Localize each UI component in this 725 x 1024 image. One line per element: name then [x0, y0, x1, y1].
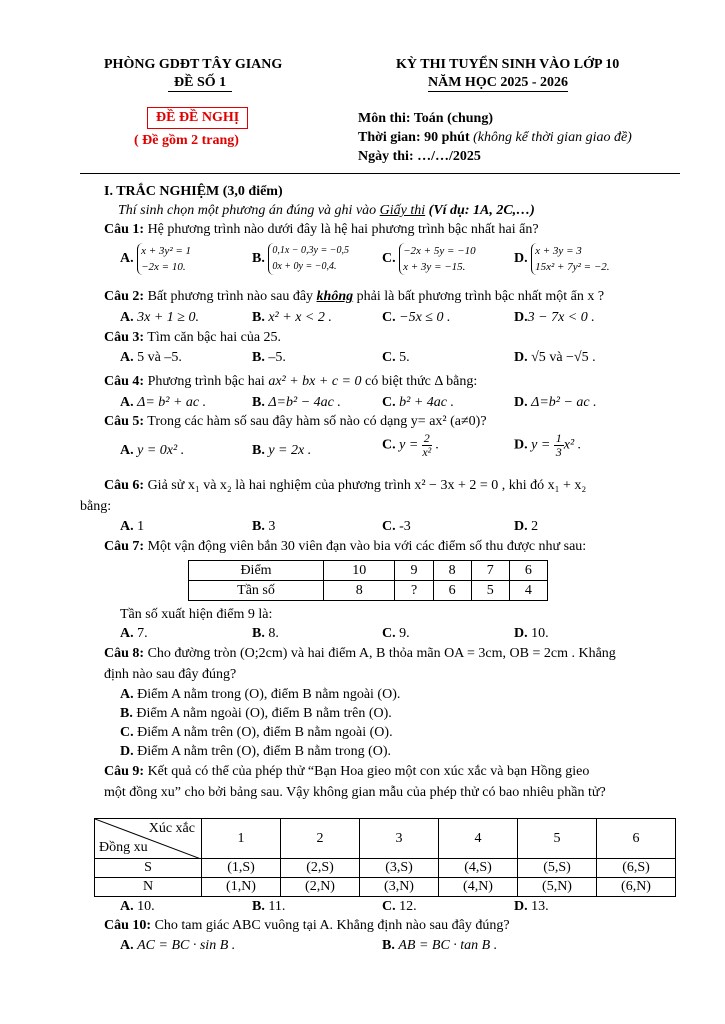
- q5-d-numerator: 1: [555, 431, 562, 445]
- option-letter: C.: [382, 519, 396, 534]
- q1-c-eq1: −2x + 5y = −10: [403, 245, 476, 257]
- table-cell: (6,S): [597, 859, 676, 878]
- table-cell: S: [95, 859, 202, 878]
- q1-d-eq2: 15x² + 7y² = −2.: [535, 261, 610, 273]
- q1-option-a[interactable]: [120, 243, 191, 275]
- q2-option-d[interactable]: [514, 310, 595, 326]
- q4-b-text: Δ=b² − 4ac .: [268, 395, 341, 410]
- q4-option-b[interactable]: [252, 395, 341, 411]
- q6-tail: bằng:: [80, 499, 112, 514]
- corner-bottom-label: Đồng xu: [99, 840, 148, 855]
- table-row: [95, 859, 676, 878]
- q1-a-system: [137, 243, 191, 275]
- table-cell: 4: [509, 581, 547, 601]
- q5-d-pre: y =: [531, 437, 554, 453]
- option-letter: D.: [120, 744, 134, 759]
- q1-c-system: [399, 243, 475, 275]
- q6-option-d[interactable]: [514, 519, 538, 535]
- q1-b-system: [268, 243, 349, 275]
- q7-text: Một vận động viên bắn 30 viên đạn vào bia với các điểm số thu được như sau:: [144, 539, 587, 554]
- option-letter: D.: [514, 899, 528, 914]
- option-letter: B.: [252, 350, 265, 365]
- subject-line: [358, 111, 493, 127]
- q1-text: Hệ phương trình nào dưới đây là hệ hai phương trình bậc nhất hai ẩn?: [144, 222, 539, 237]
- q7-option-b[interactable]: [252, 626, 279, 642]
- option-letter: C.: [382, 626, 396, 641]
- q5-c-fraction: [422, 432, 432, 459]
- option-letter: A.: [120, 687, 134, 702]
- q8-stem-continued: định nào sau đây đúng?: [104, 667, 237, 682]
- q1-a-eq2: −2x = 10.: [141, 261, 186, 273]
- option-letter: D.: [514, 395, 528, 410]
- q1-stem: [104, 222, 539, 238]
- time-note: (không kể thời gian giao đề): [473, 130, 632, 145]
- q6-d-text: 2: [531, 519, 539, 534]
- table-cell: (3,N): [360, 878, 439, 897]
- table-cell: 6: [509, 561, 547, 581]
- q10-option-b[interactable]: [382, 938, 497, 954]
- q1-c-eq2: x + 3y = −15.: [403, 261, 466, 273]
- option-letter: D.: [514, 251, 528, 267]
- table-header-cell: 5: [518, 819, 597, 859]
- q2-option-b[interactable]: [252, 310, 332, 326]
- table-cell: 10: [324, 561, 395, 581]
- option-letter: A.: [120, 938, 134, 953]
- table-header-cell: 3: [360, 819, 439, 859]
- q2-negation: không: [316, 289, 354, 304]
- q4-option-a[interactable]: [120, 395, 206, 411]
- q8-label: Câu 8:: [104, 646, 145, 661]
- option-letter: D.: [514, 310, 528, 325]
- q8-option-b[interactable]: [120, 706, 392, 722]
- subject-value: Toán (chung): [413, 111, 493, 126]
- q1-label: Câu 1:: [104, 222, 145, 237]
- q6-option-a[interactable]: [120, 519, 144, 535]
- instruction-answer-sheet: Giấy thi: [379, 203, 426, 218]
- corner-top-label: Xúc xắc: [148, 821, 195, 836]
- option-letter: A.: [120, 626, 134, 641]
- table-cell: (4,N): [439, 878, 518, 897]
- q9-label: Câu 9:: [104, 764, 145, 779]
- q8-stem: [104, 646, 616, 662]
- date-line: Ngày thi: …/…/2025: [358, 149, 481, 164]
- q2-label: Câu 2:: [104, 289, 145, 304]
- q9-option-a[interactable]: [120, 899, 155, 915]
- q5-option-b[interactable]: [252, 443, 311, 459]
- option-letter: B.: [382, 938, 395, 953]
- q3-option-c[interactable]: [382, 350, 410, 366]
- q5-option-a[interactable]: [120, 443, 184, 459]
- table-header-cell: 6: [597, 819, 676, 859]
- q5-c-numerator: 2: [423, 431, 430, 445]
- q7-question: Tần số xuất hiện điểm 9 là:: [120, 607, 273, 622]
- q2-a-text: 3x + 1 ≥ 0.: [137, 310, 199, 325]
- option-letter: A.: [120, 395, 134, 410]
- option-letter: A.: [120, 251, 134, 267]
- q5-label: Câu 5:: [104, 414, 145, 429]
- q7-option-d[interactable]: [514, 626, 549, 642]
- q3-b-text: –5.: [268, 350, 286, 365]
- q4-stem: [104, 374, 477, 390]
- q10-label: Câu 10:: [104, 918, 152, 933]
- table-cell: (3,S): [360, 859, 439, 878]
- table-row: [189, 561, 548, 581]
- table-cell: 5: [471, 581, 509, 601]
- q7-c-text: 9.: [399, 626, 410, 641]
- q1-option-d[interactable]: [514, 243, 610, 275]
- q10-b-text: AB = BC · tan B .: [398, 938, 498, 953]
- q9-option-c[interactable]: [382, 899, 417, 915]
- option-letter: C.: [382, 350, 396, 365]
- q5-b-text: y = 2x .: [268, 443, 312, 458]
- q4-text-b: có biệt thức Δ bằng:: [361, 374, 478, 389]
- option-letter: A.: [120, 899, 134, 914]
- q3-a-text: 5 và –5.: [137, 350, 182, 365]
- pages-note: ( Đề gồm 2 trang): [134, 133, 239, 148]
- q4-option-d[interactable]: [514, 395, 597, 411]
- q9-text-a: Kết quả có thể của phép thử “Bạn Hoa gieo một con xúc xắc và bạn Hồng gieo: [144, 764, 590, 779]
- q1-option-b[interactable]: [252, 243, 349, 275]
- option-letter: D.: [514, 519, 528, 534]
- q5-text: Trong các hàm số sau đây hàm số nào có dạng y= ax² (a≠0)?: [144, 414, 487, 429]
- q10-option-a[interactable]: [120, 938, 235, 954]
- q5-d-post: x² .: [563, 437, 582, 453]
- q9-d-text: 13.: [531, 899, 549, 914]
- instruction-example: (Ví dụ: 1A, 2C,…): [425, 203, 535, 218]
- option-letter: B.: [252, 443, 265, 458]
- q5-option-c[interactable]: C. y = $\frac{2}{\text{x²}}$ .: [382, 431, 439, 459]
- q1-a-eq1: x + 3y² = 1: [141, 245, 192, 257]
- option-letter: B.: [252, 395, 265, 410]
- exam-title: KỲ THI TUYỂN SINH VÀO LỚP 10: [396, 57, 620, 72]
- q4-text-a: Phương trình bậc hai: [144, 374, 269, 389]
- time-label: Thời gian: 90 phút: [358, 130, 474, 145]
- q10-text: Cho tam giác ABC vuông tại A. Khẳng định nào sau đây đúng?: [151, 918, 510, 933]
- q2-option-a[interactable]: [120, 310, 199, 326]
- time-line: [358, 130, 632, 146]
- option-letter: A.: [120, 350, 134, 365]
- instruction-text: Thí sinh chọn một phương án đúng và ghi vào: [118, 203, 380, 218]
- q2-text-a: Bất phương trình nào sau đây: [144, 289, 317, 304]
- q3-c-text: 5.: [399, 350, 410, 365]
- q3-d-pre: √5: [531, 350, 546, 365]
- q6-label: Câu 6:: [104, 478, 145, 493]
- table-cell: 6: [433, 581, 471, 601]
- q6-c-text: -3: [399, 519, 411, 534]
- table-cell: 8: [324, 581, 395, 601]
- option-letter: D.: [514, 626, 528, 641]
- q9-option-d[interactable]: [514, 899, 549, 915]
- q9-c-text: 12.: [399, 899, 417, 914]
- q6-text: Giả sử x₁ và x₂ là hai nghiệm của phương trình x² − 3x + 2 = 0 , khi đó x₁ + x₂: [144, 478, 587, 493]
- exam-code: ĐỀ SỐ 1: [168, 75, 232, 92]
- option-letter: B.: [252, 310, 265, 325]
- q2-b-text: x² + x < 2 .: [268, 310, 332, 325]
- q4-a-text: Δ= b² + ac .: [137, 395, 207, 410]
- q3-option-d[interactable]: [514, 350, 596, 366]
- subject-label: Môn thi:: [358, 111, 414, 126]
- q3-option-a[interactable]: [120, 350, 182, 366]
- option-letter: D.: [514, 437, 528, 453]
- q6-b-text: 3: [268, 519, 276, 534]
- q2-text-b: phải là bất phương trình bậc nhất một ẩn x ?: [353, 289, 605, 304]
- q6-stem: [104, 478, 586, 494]
- q9-a-text: 10.: [137, 899, 155, 914]
- q9-stem-continued: một đồng xu” cho bởi bảng sau. Vậy không gian mẫu của phép thử có bao nhiêu phần tử?: [104, 785, 606, 800]
- q6-option-b[interactable]: [252, 519, 275, 535]
- table-cell: (6,N): [597, 878, 676, 897]
- q7-frequency-table: [188, 560, 548, 601]
- q7-d-text: 10.: [531, 626, 549, 641]
- option-letter: B.: [252, 251, 265, 267]
- q8-option-d[interactable]: [120, 744, 391, 760]
- q7-option-a[interactable]: [120, 626, 148, 642]
- q10-a-text: AC = BC · sin B .: [137, 938, 236, 953]
- option-letter: D.: [514, 350, 528, 365]
- option-letter: B.: [252, 899, 265, 914]
- option-letter: B.: [252, 626, 265, 641]
- table-cell: (1,N): [202, 878, 281, 897]
- table-cell: Tần số: [189, 581, 324, 601]
- table-cell: 7: [471, 561, 509, 581]
- q5-c-pre: y =: [399, 437, 422, 453]
- q7-option-c[interactable]: [382, 626, 410, 642]
- q7-b-text: 8.: [268, 626, 279, 641]
- section-title: I. TRẮC NGHIỆM (3,0 điểm): [104, 184, 283, 199]
- q3-d-mid: và: [545, 350, 567, 365]
- option-letter: C.: [382, 437, 396, 453]
- q2-c-text: −5x ≤ 0 .: [399, 310, 451, 325]
- table-cell: (5,S): [518, 859, 597, 878]
- option-letter: A.: [120, 519, 134, 534]
- q3-stem: [104, 330, 281, 346]
- q5-stem: [104, 414, 487, 430]
- q8-option-c[interactable]: [120, 725, 393, 741]
- table-cell: N: [95, 878, 202, 897]
- option-letter: C.: [382, 310, 396, 325]
- q3-text: Tìm căn bậc hai của 25.: [144, 330, 282, 345]
- q9-b-text: 11.: [268, 899, 286, 914]
- table-corner-cell: [95, 819, 202, 859]
- header-divider: [80, 173, 680, 174]
- q7-a-text: 7.: [137, 626, 148, 641]
- proposal-stamp: ĐỀ ĐỀ NGHỊ: [147, 107, 248, 129]
- q1-b-eq1: 0,1x − 0,3y = −0,5: [272, 245, 349, 256]
- table-header-cell: 2: [281, 819, 360, 859]
- q7-stem: [104, 539, 586, 555]
- q8-a-text: Điểm A nằm trong (O), điểm B nằm ngoài (O).: [137, 687, 401, 702]
- table-cell: 8: [433, 561, 471, 581]
- q1-d-eq1: x + 3y = 3: [535, 245, 582, 257]
- q6-a-text: 1: [137, 519, 145, 534]
- q1-option-c[interactable]: [382, 243, 476, 275]
- table-header-cell: 1: [202, 819, 281, 859]
- table-row: [95, 819, 676, 859]
- q5-option-d[interactable]: [514, 432, 581, 459]
- table-cell: ?: [395, 581, 433, 601]
- option-letter: C.: [382, 395, 396, 410]
- dept-name: PHÒNG GDĐT TÂY GIANG: [104, 57, 283, 72]
- q6-option-c[interactable]: [382, 519, 411, 535]
- option-letter: C.: [382, 251, 396, 267]
- q8-c-text: Điểm A nằm trên (O), điểm B nằm ngoài (O).: [137, 725, 393, 740]
- table-cell: 9: [395, 561, 433, 581]
- q10-stem: [104, 918, 510, 934]
- q4-equation: ax² + bx + c = 0: [268, 374, 362, 389]
- q4-c-text: b² + 4ac .: [399, 395, 454, 410]
- q7-label: Câu 7:: [104, 539, 145, 554]
- q9-stem: [104, 764, 589, 780]
- q9-option-b[interactable]: [252, 899, 285, 915]
- option-letter: B.: [120, 706, 133, 721]
- table-cell: Điểm: [189, 561, 324, 581]
- q2-stem: [104, 289, 604, 305]
- section-instruction: [118, 203, 535, 219]
- q5-a-text: y = 0x² .: [137, 443, 185, 458]
- table-row: [95, 878, 676, 897]
- option-letter: A.: [120, 443, 134, 458]
- q1-d-system: [531, 243, 609, 275]
- table-cell: (4,S): [439, 859, 518, 878]
- table-cell: (5,N): [518, 878, 597, 897]
- table-cell: (2,N): [281, 878, 360, 897]
- q8-b-text: Điểm A nằm ngoài (O), điểm B nằm trên (O).: [136, 706, 392, 721]
- q5-d-fraction: [554, 432, 564, 459]
- table-header-cell: 4: [439, 819, 518, 859]
- q5-d-denominator: 3: [555, 445, 562, 459]
- q8-text-a: Cho đường tròn (O;2cm) và hai điểm A, B thỏa mãn OA = 3cm, OB = 2cm . Khẳng: [144, 646, 616, 661]
- q3-d-post: −√5 .: [566, 350, 596, 365]
- table-cell: (2,S): [281, 859, 360, 878]
- q1-b-eq2: 0x + 0y = −0,4.: [272, 261, 337, 272]
- school-year: NĂM HỌC 2025 - 2026: [428, 75, 568, 90]
- q3-option-b[interactable]: [252, 350, 286, 366]
- q9-outcome-table: [94, 818, 676, 897]
- table-row: [189, 581, 548, 601]
- q4-label: Câu 4:: [104, 374, 145, 389]
- q4-option-c[interactable]: [382, 395, 454, 411]
- q2-option-c[interactable]: [382, 310, 450, 326]
- q8-d-text: Điểm A nằm trên (O), điểm B nằm trong (O).: [137, 744, 392, 759]
- q2-d-text: 3 − 7x < 0 .: [527, 310, 595, 325]
- option-letter: C.: [382, 899, 396, 914]
- q8-option-a[interactable]: [120, 687, 400, 703]
- table-cell: (1,S): [202, 859, 281, 878]
- option-letter: C.: [120, 725, 134, 740]
- q3-label: Câu 3:: [104, 330, 145, 345]
- q5-c-denominator: x²: [422, 445, 432, 459]
- option-letter: A.: [120, 310, 134, 325]
- q4-d-text: Δ=b² − ac .: [531, 395, 597, 410]
- option-letter: B.: [252, 519, 265, 534]
